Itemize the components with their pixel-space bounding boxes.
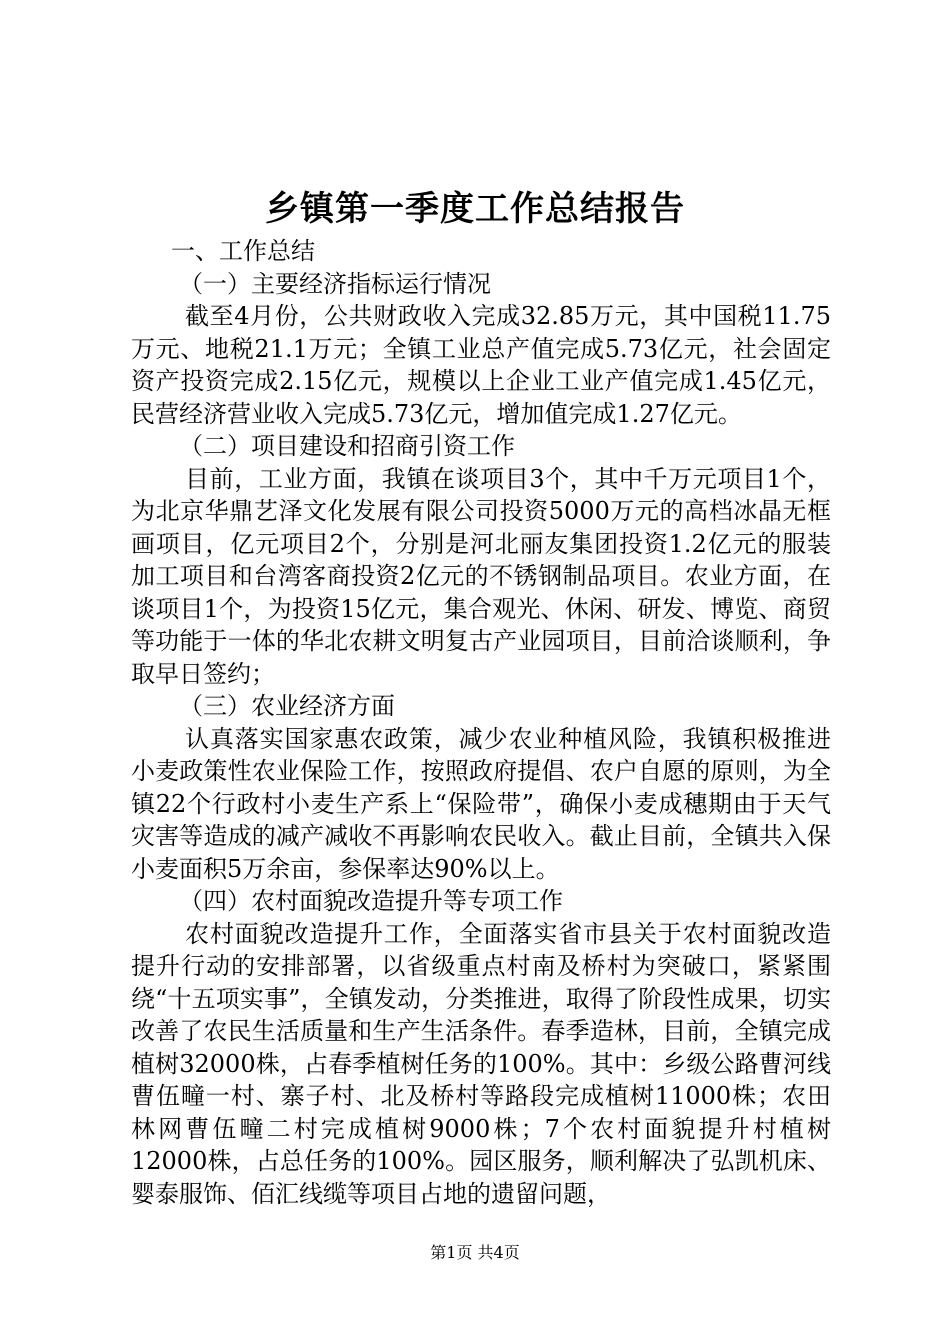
paragraph-project-investment: 目前，工业方面，我镇在谈项目3个，其中千万元项目1个，为北京华鼎艺泽文化发展有限公司投资5000万元的高档冰晶无框画项目，亿元项目2个，分别是河北丽友集团投资1.2亿元的服装加工项目和台湾客商投资2亿元的不锈钢制品项目。农业方面，在谈项目1个，为投资15亿元，集合观光、休闲、研发、博览、商贸等功能于一体的华北农耕文明复古产业园项目，目前洽谈顺利，争取早日签约； bbox=[131, 464, 831, 688]
paragraph-agriculture: 认真落实国家惠农政策，减少农业种植风险，我镇积极推进小麦政策性农业保险工作，按照政府提倡、农户自愿的原则，为全镇22个行政村小麦生产系上“保险带”，确保小麦成穗期由于天气灾害等造成的减产减收不再影响农民收入。截止目前，全镇共入保小麦面积5万余亩，参保率达90%以上。 bbox=[131, 724, 831, 883]
paragraph-economic-indicators: 截至4月份，公共财政收入完成32.85万元，其中国税11.75万元、地税21.1万元；全镇工业总产值完成5.73亿元，社会固定资产投资完成2.15亿元，规模以上企业工业产值完成1.45亿元，民营经济营业收入完成5.73亿元，增加值完成1.27亿元。 bbox=[131, 302, 831, 428]
page-footer: 第1页 共4页 bbox=[430, 1243, 520, 1262]
subsection-heading-agriculture: （三）农业经济方面 bbox=[179, 692, 395, 720]
document-body bbox=[131, 235, 831, 1210]
subsection-heading-economic-indicators: （一）主要经济指标运行情况 bbox=[179, 269, 491, 298]
section-heading-work-summary: 一、工作总结 bbox=[171, 237, 315, 265]
document-title: 乡镇第一季度工作总结报告 bbox=[265, 189, 685, 229]
subsection-heading-rural-improvement: （四）农村面貌改造提升等专项工作 bbox=[179, 887, 563, 915]
paragraph-rural-improvement: 农村面貌改造提升工作，全面落实省市县关于农村面貌改造提升行动的安排部署，以省级重点村南及桥村为突破口，紧紧围绕“十五项实事”，全镇发动，分类推进，取得了阶段性成果，切实改善了农民生活质量和生产生活条件。春季造林，目前，全镇完成植树32000株，占春季植树任务的100%。其中：乡级公路曹河线曹伍疃一村、寨子村、北及桥村等路段完成植树11000株；农田林网曹伍疃二村完成植树9000株；7个农村面貌提升村植树12000株，占总任务的100%。园区服务，顺利解决了弘凯机床、婴泰服饰、佰汇线缆等项目占地的遗留问题， bbox=[131, 919, 831, 1208]
subsection-heading-project-investment: （二）项目建设和招商引资工作 bbox=[179, 432, 515, 460]
